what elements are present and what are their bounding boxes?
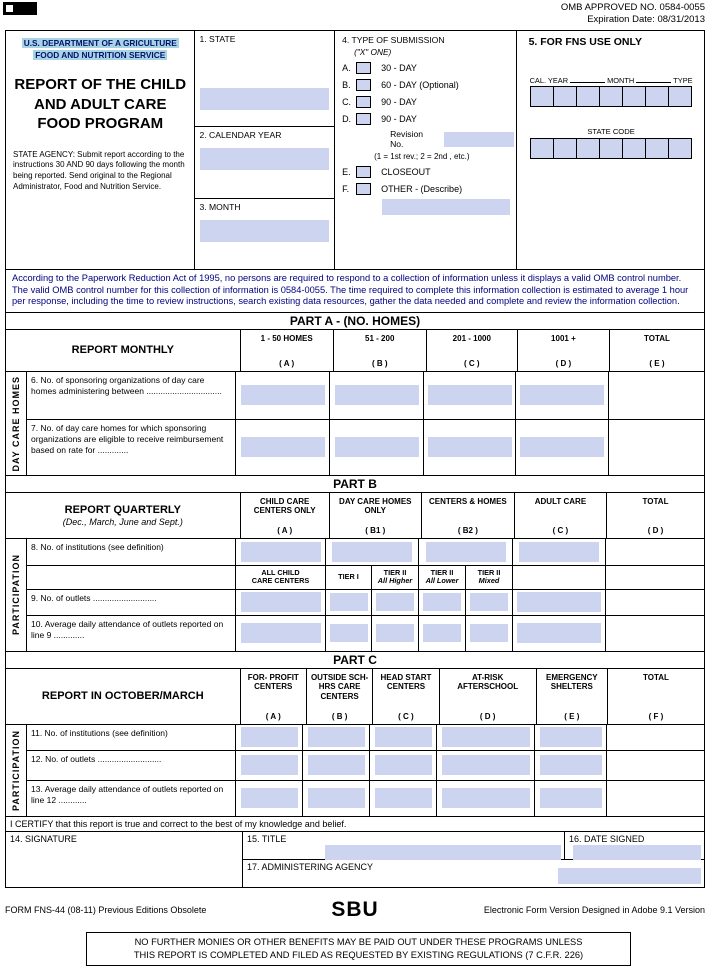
row-7-question: 7. No. of day care homes for which sponsoring organizations are eligible to receive reimbursement based on rate for ............. xyxy=(27,420,236,475)
fns-code-box[interactable] xyxy=(645,86,669,107)
option-a-label: 30 - DAY xyxy=(381,63,417,73)
tier-ii-mixed-subheader: TIER II Mixed xyxy=(466,566,513,589)
part-a-col-d-header: 1001 + ( D ) xyxy=(518,330,610,371)
type-of-submission-cell xyxy=(335,31,517,269)
signature-label: 14. SIGNATURE xyxy=(10,833,77,844)
corner-notch xyxy=(6,5,13,12)
cal-year-label: CAL. YEAR xyxy=(529,76,569,85)
part-c-row12-col-c-input[interactable] xyxy=(375,755,432,775)
part-a-row6-total-cell xyxy=(609,372,704,419)
part-c-body xyxy=(6,724,704,816)
row-12-question: 12. No. of outlets ........................... xyxy=(27,751,236,780)
part-a-row-7 xyxy=(27,419,704,475)
submission-option-c xyxy=(342,96,514,108)
row-10-question: 10. Average daily attendance of outlets reported on line 9 ............. xyxy=(27,616,236,651)
calendar-year-cell xyxy=(195,127,334,199)
part-b-body xyxy=(6,538,704,651)
agency-title-block xyxy=(6,31,195,269)
submission-option-f xyxy=(342,183,514,195)
part-b-row10-tier1-input[interactable] xyxy=(330,624,368,642)
revision-row xyxy=(390,129,514,149)
agency-line-1: U.S. DEPARTMENT OF A GRICULTURE xyxy=(23,38,177,48)
part-c-row11-col-d-input[interactable] xyxy=(442,727,530,747)
part-b-row10-tier2-mixed-input[interactable] xyxy=(470,624,508,642)
type-code-label: TYPE xyxy=(673,76,693,85)
omb-approved-number: OMB APPROVED NO. 0584-0055 xyxy=(560,2,705,13)
row-6-question: 6. No. of sponsoring organizations of day care homes administering between ................................ xyxy=(27,372,236,419)
state-code-box[interactable] xyxy=(553,138,577,159)
fns-code-box[interactable] xyxy=(530,86,554,107)
part-c-col-total-header: TOTAL ( F ) xyxy=(643,672,669,722)
option-f-checkbox[interactable] xyxy=(356,183,371,195)
part-a-row7-col-a-input[interactable] xyxy=(241,437,325,457)
part-a-row6-col-b-input[interactable] xyxy=(335,385,419,405)
state-code-box[interactable] xyxy=(645,138,669,159)
part-c-row11-col-e-input[interactable] xyxy=(540,727,602,747)
tier-ii-all-lower-subheader: TIER II All Lower xyxy=(419,566,466,589)
option-c-letter: C. xyxy=(342,97,352,107)
part-b-row-8 xyxy=(27,539,704,565)
tier-subheader-spacer xyxy=(27,566,236,589)
state-input[interactable] xyxy=(200,88,329,110)
option-f-letter: F. xyxy=(342,184,350,194)
part-a-row7-col-c-input[interactable] xyxy=(428,437,512,457)
part-b-row9-col-a-input[interactable] xyxy=(241,592,321,612)
part-b-col-c-header: ADULT CARE ( C ) xyxy=(515,493,607,538)
part-a-row6-col-a-input[interactable] xyxy=(241,385,325,405)
paperwork-reduction-notice: According to the Paperwork Reduction Act of 1995, no persons are required to respond to a collection of information unless it displays a valid OMB control number. The valid OMB control number for this collection of information is 0584-0055. The time required to complete this information collection is estimated to average 1 hour per response, including the time to review instructions, search existing data resources, gather the data needed and complete and review the information collection. xyxy=(6,269,704,312)
title-cell xyxy=(243,832,565,859)
part-c-row12-col-e-input[interactable] xyxy=(540,755,602,775)
participation-side-label-c: PARTICIPATION xyxy=(6,725,27,816)
part-c-row-12 xyxy=(27,750,704,780)
part-b-col-b2-header: CENTERS & HOMES ( B2 ) xyxy=(422,493,515,538)
part-b-row9-tier2-higher-input[interactable] xyxy=(376,593,414,611)
state-label: 1. STATE xyxy=(199,34,236,44)
corner-mark xyxy=(3,2,37,15)
part-c-row13-col-b-input[interactable] xyxy=(308,788,365,808)
label-divider-line xyxy=(570,82,605,83)
part-c-row13-col-a-input[interactable] xyxy=(241,788,298,808)
option-d-label: 90 - DAY xyxy=(381,114,417,124)
title-label: 15. TITLE xyxy=(247,833,287,844)
part-c-row13-col-c-input[interactable] xyxy=(375,788,432,808)
part-a-row7-col-b-input[interactable] xyxy=(335,437,419,457)
row-9-question: 9. No. of outlets ........................... xyxy=(27,590,236,615)
date-signed-input[interactable] xyxy=(573,845,701,860)
part-b-row10-col-c-input[interactable] xyxy=(517,623,601,643)
fns-use-only-label: 5. FOR FNS USE ONLY xyxy=(528,36,642,48)
fns-code-labels xyxy=(530,76,693,85)
submission-option-d xyxy=(342,113,514,125)
row-8-question: 8. No. of institutions (see definition) xyxy=(27,539,236,565)
part-b-col-a-header: CHILD CARE CENTERS ONLY ( A ) xyxy=(241,493,330,538)
part-b-row9-col-c-input[interactable] xyxy=(517,592,601,612)
omb-expiration-date: Expiration Date: 08/31/2013 xyxy=(587,14,705,26)
part-c-row12-col-d-input[interactable] xyxy=(442,755,530,775)
part-b-col-total-header: TOTAL ( D ) xyxy=(642,496,669,536)
part-c-row11-col-b-input[interactable] xyxy=(308,727,365,747)
fns-code-box[interactable] xyxy=(668,86,692,107)
part-b-row9-tier2-lower-input[interactable] xyxy=(423,593,461,611)
part-c-title: PART C xyxy=(6,651,704,668)
form-title: REPORT OF THE CHILD AND ADULT CARE FOOD PROGRAM xyxy=(14,76,187,133)
part-c-col-e-header: EMERGENCY SHELTERS ( E ) xyxy=(537,669,608,724)
option-a-checkbox[interactable] xyxy=(356,62,371,74)
state-code-box[interactable] xyxy=(668,138,692,159)
part-a-col-total-header: TOTAL ( E ) xyxy=(644,333,670,369)
tier-i-subheader: TIER I xyxy=(326,566,372,589)
part-a-row6-col-c-input[interactable] xyxy=(428,385,512,405)
state-cell xyxy=(195,31,334,127)
no-further-monies-notice xyxy=(86,932,631,966)
administering-agency-cell xyxy=(243,860,704,887)
tier-subheader-adult-cell xyxy=(513,566,606,589)
form-number-label: FORM FNS-44 (08-11) Previous Editions Obsolete xyxy=(5,905,207,915)
month-label: 3. MONTH xyxy=(199,202,241,212)
form-body xyxy=(5,30,705,888)
part-c-row11-col-c-input[interactable] xyxy=(375,727,432,747)
row-11-question: 11. No. of institutions (see definition) xyxy=(27,725,236,750)
cal-year-month-type-boxes xyxy=(530,86,704,107)
part-a-col-b-header: 51 - 200 ( B ) xyxy=(334,330,427,371)
part-b-title: PART B xyxy=(6,475,704,492)
part-c-row12-total-cell xyxy=(607,751,704,780)
part-b-row9-total-cell xyxy=(606,590,704,615)
part-c-col-d-header: AT-RISK AFTERSCHOOL ( D ) xyxy=(440,669,537,724)
fns-code-box[interactable] xyxy=(599,86,623,107)
label-divider-line xyxy=(636,82,671,83)
part-a-row7-col-d-input[interactable] xyxy=(520,437,604,457)
part-b-row10-tier2-lower-input[interactable] xyxy=(423,624,461,642)
option-b-checkbox[interactable] xyxy=(356,79,371,91)
type-of-submission-label: 4. TYPE OF SUBMISSION xyxy=(342,35,445,45)
part-b-row-10 xyxy=(27,615,704,651)
part-b-row8-col-b1-input[interactable] xyxy=(332,542,412,562)
submission-option-a xyxy=(342,62,514,74)
option-b-letter: B. xyxy=(342,80,351,90)
omb-approval-block xyxy=(561,2,705,27)
date-signed-label: 16. DATE SIGNED xyxy=(569,833,645,844)
part-b-row9-tier1-input[interactable] xyxy=(330,593,368,611)
signature-block xyxy=(6,831,704,887)
calendar-year-label: 2. CALENDAR YEAR xyxy=(199,130,282,140)
part-b-row8-col-a-input[interactable] xyxy=(241,542,321,562)
title-input[interactable] xyxy=(325,845,561,860)
state-code-box[interactable] xyxy=(576,138,600,159)
electronic-version-label: Electronic Form Version Designed in Adobe 9.1 Version xyxy=(483,905,705,915)
part-b-row8-col-b2-input[interactable] xyxy=(426,542,506,562)
report-october-march-header xyxy=(6,669,241,724)
part-c-header-row xyxy=(6,668,704,724)
part-a-col-c-header: 201 - 1000 ( C ) xyxy=(427,330,518,371)
part-a-header-row xyxy=(6,329,704,371)
part-c-row13-total-cell xyxy=(607,781,704,816)
report-monthly-header xyxy=(6,330,241,371)
fns-use-only-cell xyxy=(517,31,704,269)
part-a-col-a-header: 1 - 50 HOMES ( A ) xyxy=(241,330,334,371)
sbu-marking: SBU xyxy=(331,898,379,921)
option-c-checkbox[interactable] xyxy=(356,96,371,108)
agency-line-2: FOOD AND NUTRITION SERVICE xyxy=(35,50,166,61)
part-b-col-b1-header: DAY CARE HOMES ONLY ( B1 ) xyxy=(330,493,422,538)
participation-side-label-b: PARTICIPATION xyxy=(6,539,27,651)
part-a-title: PART A - (NO. HOMES) xyxy=(6,312,704,329)
part-b-row8-col-c-input[interactable] xyxy=(519,542,599,562)
fns-code-box[interactable] xyxy=(622,86,646,107)
tier-subheader-total-cell xyxy=(606,566,704,589)
option-f-label: OTHER - (Describe) xyxy=(381,184,463,194)
part-b-header-row xyxy=(6,492,704,538)
fns-code-box[interactable] xyxy=(576,86,600,107)
report-quarterly-label: REPORT QUARTERLY xyxy=(64,503,181,516)
day-care-homes-side-label: DAY CARE HOMES xyxy=(6,372,27,475)
tier-ii-all-higher-subheader: TIER II All Higher xyxy=(372,566,419,589)
part-a-row7-total-cell xyxy=(609,420,704,475)
state-year-month-column xyxy=(195,31,335,269)
x-one-label: ("X" ONE) xyxy=(354,47,392,57)
part-b-row9-tier2-mixed-input[interactable] xyxy=(470,593,508,611)
option-e-label: CLOSEOUT xyxy=(381,167,431,177)
option-c-label: 90 - DAY xyxy=(381,97,417,107)
state-code-label: STATE CODE xyxy=(587,127,635,136)
month-code-label: MONTH xyxy=(607,76,635,85)
fns-code-box[interactable] xyxy=(553,86,577,107)
report-monthly-label: REPORT MONTHLY xyxy=(71,344,174,357)
certification-statement: I CERTIFY that this report is true and correct to the best of my knowledge and belief. xyxy=(6,816,704,831)
all-child-care-centers-subheader: ALL CHILD CARE CENTERS xyxy=(236,566,326,589)
part-b-row10-tier2-higher-input[interactable] xyxy=(376,624,414,642)
submission-option-e xyxy=(342,166,514,178)
part-c-row11-total-cell xyxy=(607,725,704,750)
form-header xyxy=(6,31,704,269)
option-a-letter: A. xyxy=(342,63,351,73)
revision-no-input[interactable] xyxy=(444,132,513,147)
month-cell xyxy=(195,199,334,269)
part-c-col-c-header: HEAD START CENTERS ( C ) xyxy=(373,669,439,724)
notice-line-2: THIS REPORT IS COMPLETED AND FILED AS REQUESTED BY EXISTING REGULATIONS (7 C.F.R. 226) xyxy=(133,950,584,961)
part-c-col-b-header: OUTSIDE SCH-HRS CARE CENTERS ( B ) xyxy=(307,669,373,724)
option-d-checkbox[interactable] xyxy=(356,113,371,125)
part-a-body xyxy=(6,371,704,475)
report-quarterly-header xyxy=(6,493,241,538)
option-d-letter: D. xyxy=(342,114,352,124)
state-agency-note: STATE AGENCY: Submit report according to the instructions 30 AND 90 days following the month being reported. Send original to the Regional Administrator, Food and Nutrition Service. xyxy=(13,149,185,191)
option-e-letter: E. xyxy=(342,167,351,177)
form-footer xyxy=(5,898,705,922)
part-c-col-a-header: FOR- PROFIT CENTERS ( A ) xyxy=(241,669,307,724)
part-a-row6-col-d-input[interactable] xyxy=(520,385,604,405)
date-signed-cell xyxy=(565,832,704,859)
option-e-checkbox[interactable] xyxy=(356,166,371,178)
part-c-row12-col-b-input[interactable] xyxy=(308,755,365,775)
part-c-row13-col-d-input[interactable] xyxy=(442,788,530,808)
report-october-march-label: REPORT IN OCTOBER/MARCH xyxy=(41,690,204,703)
calendar-year-input[interactable] xyxy=(200,148,329,170)
part-c-row13-col-e-input[interactable] xyxy=(540,788,602,808)
administering-agency-input[interactable] xyxy=(558,868,701,884)
part-a-row-6 xyxy=(27,372,704,419)
signature-cell[interactable] xyxy=(6,832,243,887)
revision-note: (1 = 1st rev.; 2 = 2nd , etc.) xyxy=(374,152,470,161)
part-b-row10-col-a-input[interactable] xyxy=(241,623,321,643)
part-c-row12-col-a-input[interactable] xyxy=(241,755,298,775)
state-code-box[interactable] xyxy=(622,138,646,159)
row-13-question: 13. Average daily attendance of outlets reported on line 12 ............ xyxy=(27,781,236,816)
notice-line-1: NO FURTHER MONIES OR OTHER BENEFITS MAY BE PAID OUT UNDER THESE PROGRAMS UNLESS xyxy=(134,937,583,947)
agency-name xyxy=(11,37,189,61)
state-code-box[interactable] xyxy=(599,138,623,159)
part-b-row8-total-cell xyxy=(606,539,704,565)
administering-agency-label: 17. ADMINISTERING AGENCY xyxy=(247,861,374,872)
other-describe-input[interactable] xyxy=(382,199,510,215)
part-c-row11-col-a-input[interactable] xyxy=(241,727,298,747)
revision-no-label: Revision No. xyxy=(390,129,424,149)
part-b-row-9 xyxy=(27,589,704,615)
report-quarterly-months: (Dec., March, June and Sept.) xyxy=(62,516,183,527)
part-b-row10-total-cell xyxy=(606,616,704,651)
submission-option-b xyxy=(342,79,514,91)
state-code-boxes xyxy=(530,138,704,159)
part-c-row-13 xyxy=(27,780,704,816)
state-code-box[interactable] xyxy=(530,138,554,159)
part-b-tier-subheader-row xyxy=(27,565,704,589)
part-c-row-11 xyxy=(27,725,704,750)
month-input[interactable] xyxy=(200,220,329,242)
option-b-label: 60 - DAY (Optional) xyxy=(381,80,459,90)
